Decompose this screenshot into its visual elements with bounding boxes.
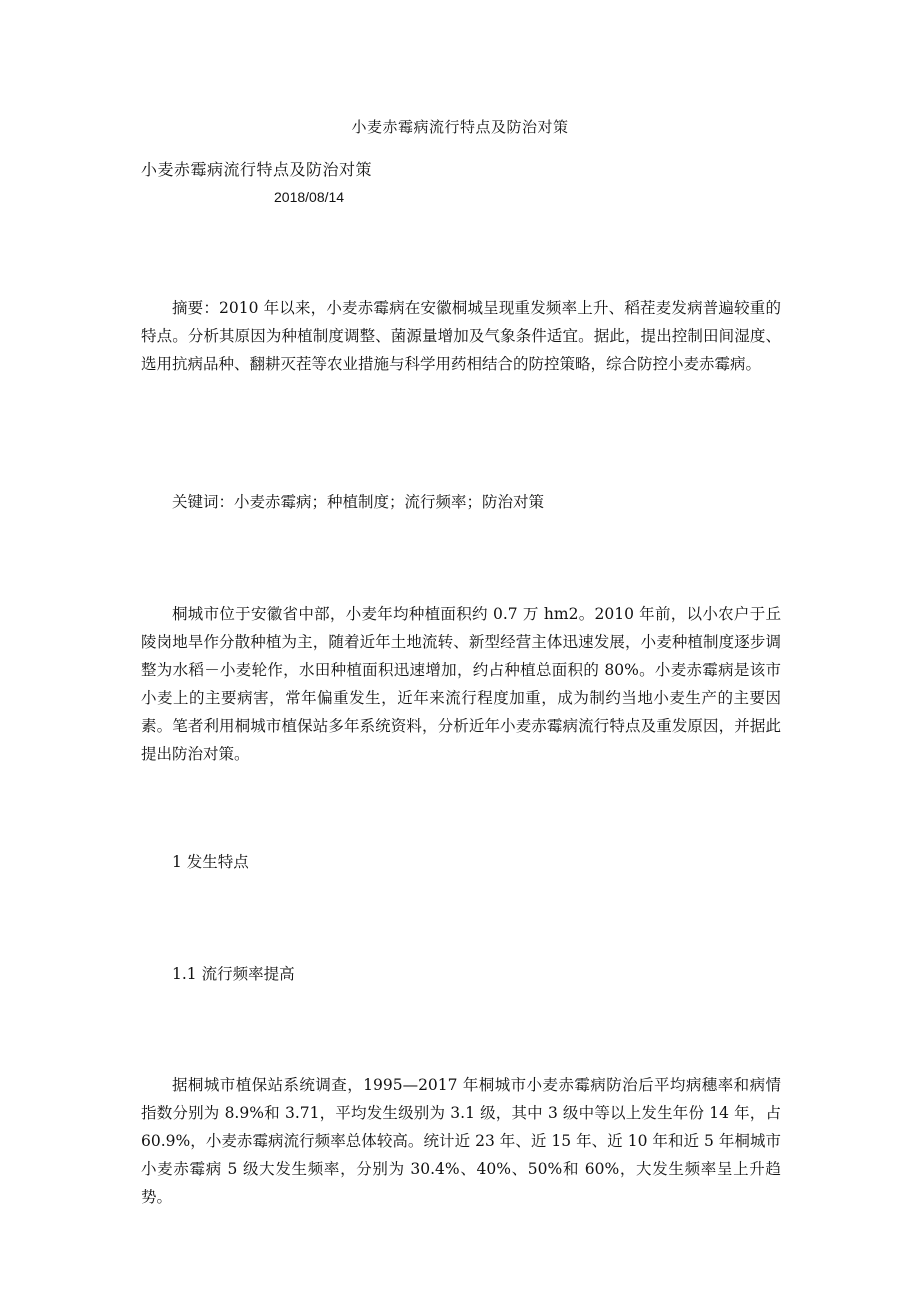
- intro-paragraph: 桐城市位于安徽省中部，小麦年均种植面积约 0.7 万 hm2。2010 年前，以小农户于丘陵岗地旱作分散种植为主，随着近年土地流转、新型经营主体迅速发展，小麦种植制度逐步调整为水稻－小麦轮作，水田种植面积迅速增加，约占种植总面积的 80%。小麦赤霉病是该市小麦上的主要病害，常年偏重发生，近年来流行程度加重，成为制约当地小麦生产的主要因素。笔者利用桐城市植保站多年系统资料，分析近年小麦赤霉病流行特点及重发原因，并据此提出防治对策。: [141, 605, 781, 763]
- section-heading-1-1: 1.1 流行频率提高: [172, 965, 295, 983]
- article-title: 小麦赤霉病流行特点及防治对策: [141, 160, 373, 179]
- abstract-paragraph: 摘要：2010 年以来，小麦赤霉病在安徽桐城呈现重发频率上升、稻茬麦发病普遍较重的特点。分析其原因为种植制度调整、菌源量增加及气象条件适宜。据此，提出控制田间湿度、选用抗病品种、翻耕灭茬等农业措施与科学用药相结合的防控策略，综合防控小麦赤霉病。: [141, 299, 781, 373]
- section-heading-1: 1 发生特点: [172, 853, 249, 871]
- document-title: 小麦赤霉病流行特点及防治对策: [351, 118, 569, 136]
- section-1-1-paragraph: 据桐城市植保站系统调查，1995—2017 年桐城市小麦赤霉病防治后平均病穗率和病情指数分别为 8.9%和 3.71，平均发生级别为 3.1 级，其中 3 级中等以上发生年份 14 年，占 60.9%，小麦赤霉病流行频率总体较高。统计近 23 年、近 15 年、近 10 年和近 5 年桐城市小麦赤霉病 5 级大发生频率，分别为 30.4%、40%、50%和 60%，大发生频率呈上升趋势。: [141, 1076, 781, 1206]
- publish-date: 2018/08/14: [274, 189, 345, 205]
- keywords-paragraph: 关键词：小麦赤霉病；种植制度；流行频率；防治对策: [172, 493, 545, 511]
